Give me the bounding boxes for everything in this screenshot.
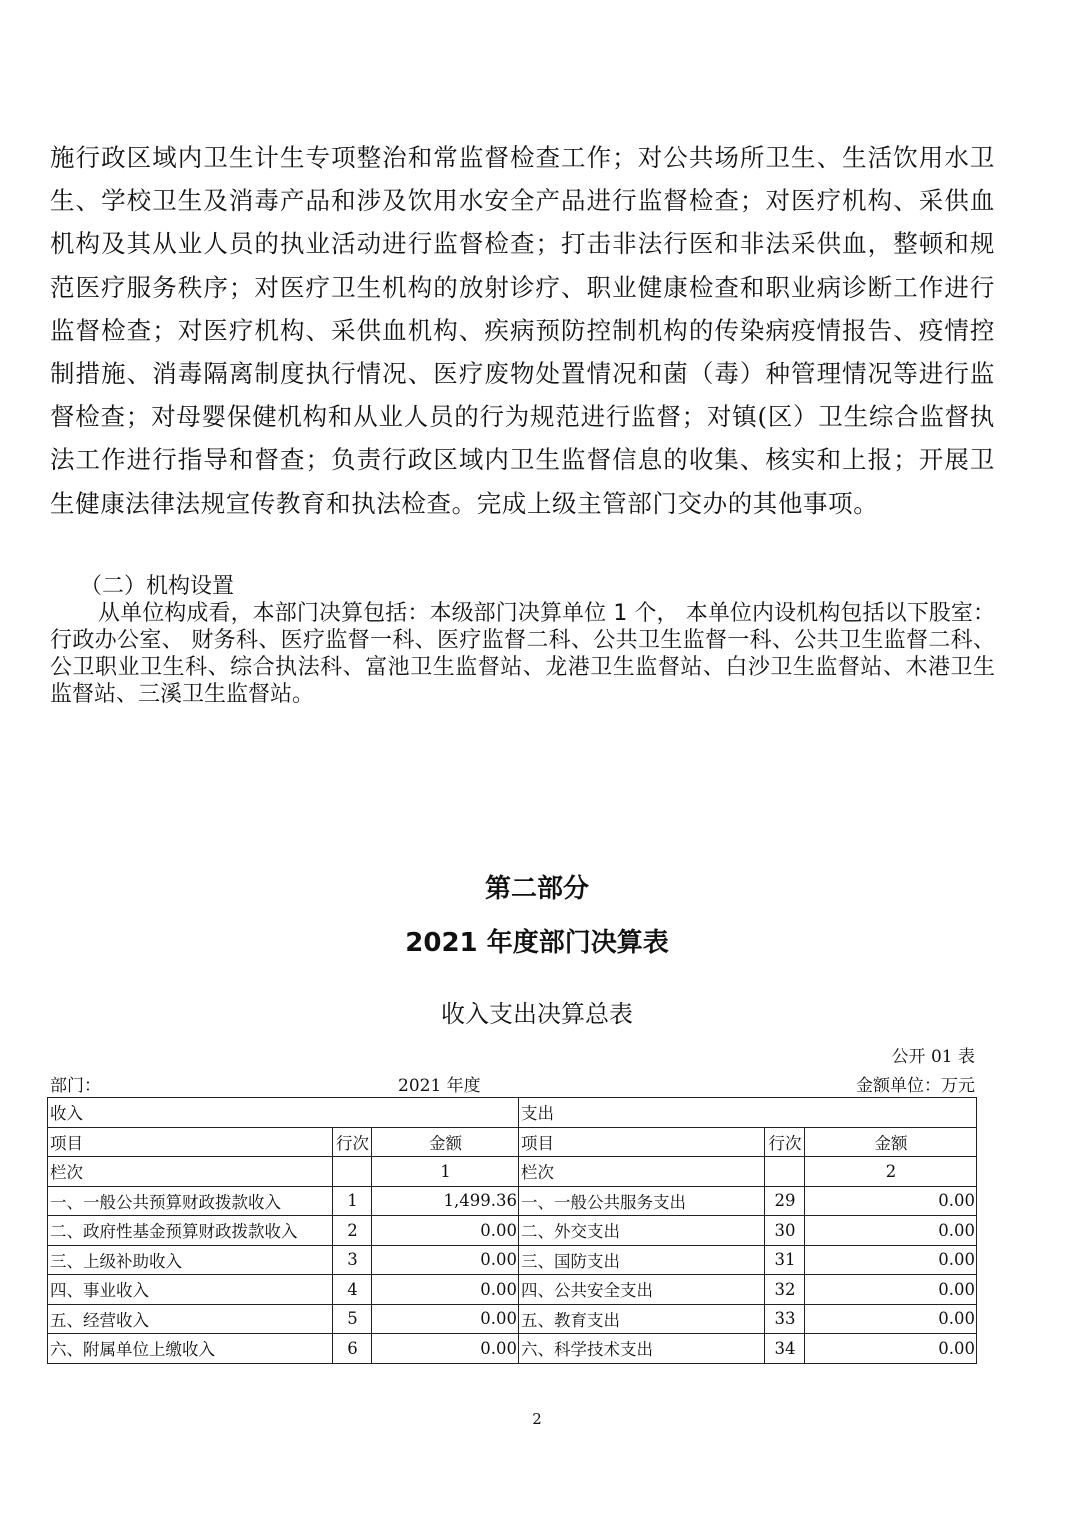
page-number: 2 — [532, 1410, 542, 1428]
expense-amount-cell: 0.00 — [805, 1304, 977, 1334]
income-item-cell: 五、经营收入 — [48, 1304, 333, 1334]
table-title: 收入支出决算总表 — [441, 1000, 633, 1028]
income-expense-table — [47, 1097, 977, 1364]
duties-paragraph: 施行政区域内卫生计生专项整治和常监督检查工作；对公共场所卫生、生活饮用水卫生、学校卫生及消毒产品和涉及饮用水安全产品进行监督检查；对医疗机构、采供血机构及其从业人员的执业活动进行监督检查；打击非法行医和非法采供血，整顿和规范医疗服务秩序；对医疗卫生机构的放射诊疗、职业健康检查和职业病诊断工作进行监督检查；对医疗机构、采供血机构、疾病预防控制机构的传染病疫情报告、疫情控制措施、消毒隔离制度执行情况、医疗废物处置情况和菌（毒）种管理情况等进行监督检查；对母婴保健机构和从业人员的行为规范进行监督；对镇(区）卫生综合监督执法工作进行指导和督查；负责行政区域内卫生监督信息的收集、核实和上报；开展卫生健康法律法规宣传教育和执法检查。完成上级主管部门交办的其他事项。 — [50, 143, 995, 518]
expense-amount-cell: 0.00 — [805, 1334, 977, 1364]
income-item-cell: 四、事业收入 — [48, 1275, 333, 1305]
income-row-number-cell: 6 — [333, 1334, 372, 1364]
form-number: 公开 01 表 — [891, 1047, 975, 1067]
expense-item-cell: 一、一般公共服务支出 — [519, 1186, 765, 1216]
expense-item-column-header: 项目 — [519, 1127, 765, 1157]
income-item-cell: 一、一般公共预算财政拨款收入 — [48, 1186, 333, 1216]
income-item-cell: 二、政府性基金预算财政拨款收入 — [48, 1216, 333, 1246]
expense-amount-column-header: 金额 — [805, 1127, 977, 1157]
expense-row-number-cell: 31 — [765, 1245, 805, 1275]
organization-paragraph: 从单位构成看，本部门决算包括：本级部门决算单位 1 个， 本单位内设机构包括以下股室： 行政办公室、 财务科、医疗监督一科、医疗监督二科、公共卫生监督一科、公共卫生监督二科、公卫职业卫生科、综合执法科、富池卫生监督站、龙港卫生监督站、白沙卫生监督站、木港卫生监督站、三溪卫生监督站。 — [50, 601, 995, 707]
income-item-cell: 三、上级补助收入 — [48, 1245, 333, 1275]
income-amount-cell: 0.00 — [372, 1275, 519, 1305]
income-lanci-label: 栏次 — [48, 1157, 333, 1187]
expense-item-cell: 二、外交支出 — [519, 1216, 765, 1246]
expense-item-cell: 六、科学技术支出 — [519, 1334, 765, 1364]
part-title: 第二部分 — [484, 874, 589, 904]
table-row — [48, 1186, 977, 1216]
income-lanci-empty — [333, 1157, 372, 1187]
expense-row-number-cell: 33 — [765, 1304, 805, 1334]
expense-lanci-label: 栏次 — [519, 1157, 765, 1187]
expense-item-cell: 五、教育支出 — [519, 1304, 765, 1334]
table-row — [48, 1216, 977, 1246]
expense-amount-cell: 0.00 — [805, 1186, 977, 1216]
expense-amount-cell: 0.00 — [805, 1216, 977, 1246]
income-row-number-cell: 5 — [333, 1304, 372, 1334]
income-column-number: 1 — [372, 1157, 519, 1187]
expense-row-column-header: 行次 — [765, 1127, 805, 1157]
expense-row-number-cell: 32 — [765, 1275, 805, 1305]
expense-header: 支出 — [519, 1098, 977, 1128]
part-subtitle: 2021 年度部门决算表 — [405, 928, 669, 958]
expense-row-number-cell: 29 — [765, 1186, 805, 1216]
table-column-number-row — [48, 1157, 977, 1187]
income-row-column-header: 行次 — [333, 1127, 372, 1157]
department-label: 部门： — [50, 1076, 101, 1096]
table-row — [48, 1245, 977, 1275]
income-row-number-cell: 3 — [333, 1245, 372, 1275]
income-header: 收入 — [48, 1098, 519, 1128]
expense-column-number: 2 — [805, 1157, 977, 1187]
table-row — [48, 1334, 977, 1364]
expense-amount-cell: 0.00 — [805, 1245, 977, 1275]
income-row-number-cell: 4 — [333, 1275, 372, 1305]
income-item-cell: 六、附属单位上缴收入 — [48, 1334, 333, 1364]
expense-item-cell: 三、国防支出 — [519, 1245, 765, 1275]
income-row-number-cell: 2 — [333, 1216, 372, 1246]
income-amount-cell: 1,499.36 — [372, 1186, 519, 1216]
income-amount-cell: 0.00 — [372, 1245, 519, 1275]
expense-item-cell: 四、公共安全支出 — [519, 1275, 765, 1305]
table-header-row-sections — [48, 1098, 977, 1128]
expense-row-number-cell: 34 — [765, 1334, 805, 1364]
income-amount-column-header: 金额 — [372, 1127, 519, 1157]
income-amount-cell: 0.00 — [372, 1216, 519, 1246]
income-row-number-cell: 1 — [333, 1186, 372, 1216]
income-amount-cell: 0.00 — [372, 1334, 519, 1364]
table-row — [48, 1304, 977, 1334]
expense-amount-cell: 0.00 — [805, 1275, 977, 1305]
income-amount-cell: 0.00 — [372, 1304, 519, 1334]
table-row — [48, 1275, 977, 1305]
income-item-column-header: 项目 — [48, 1127, 333, 1157]
fiscal-year: 2021 年度 — [398, 1076, 481, 1096]
section-heading-organization: （二）机构设置 — [80, 574, 235, 599]
expense-lanci-empty — [765, 1157, 805, 1187]
table-header-row-columns — [48, 1127, 977, 1157]
amount-unit: 金额单位：万元 — [856, 1076, 975, 1096]
expense-row-number-cell: 30 — [765, 1216, 805, 1246]
